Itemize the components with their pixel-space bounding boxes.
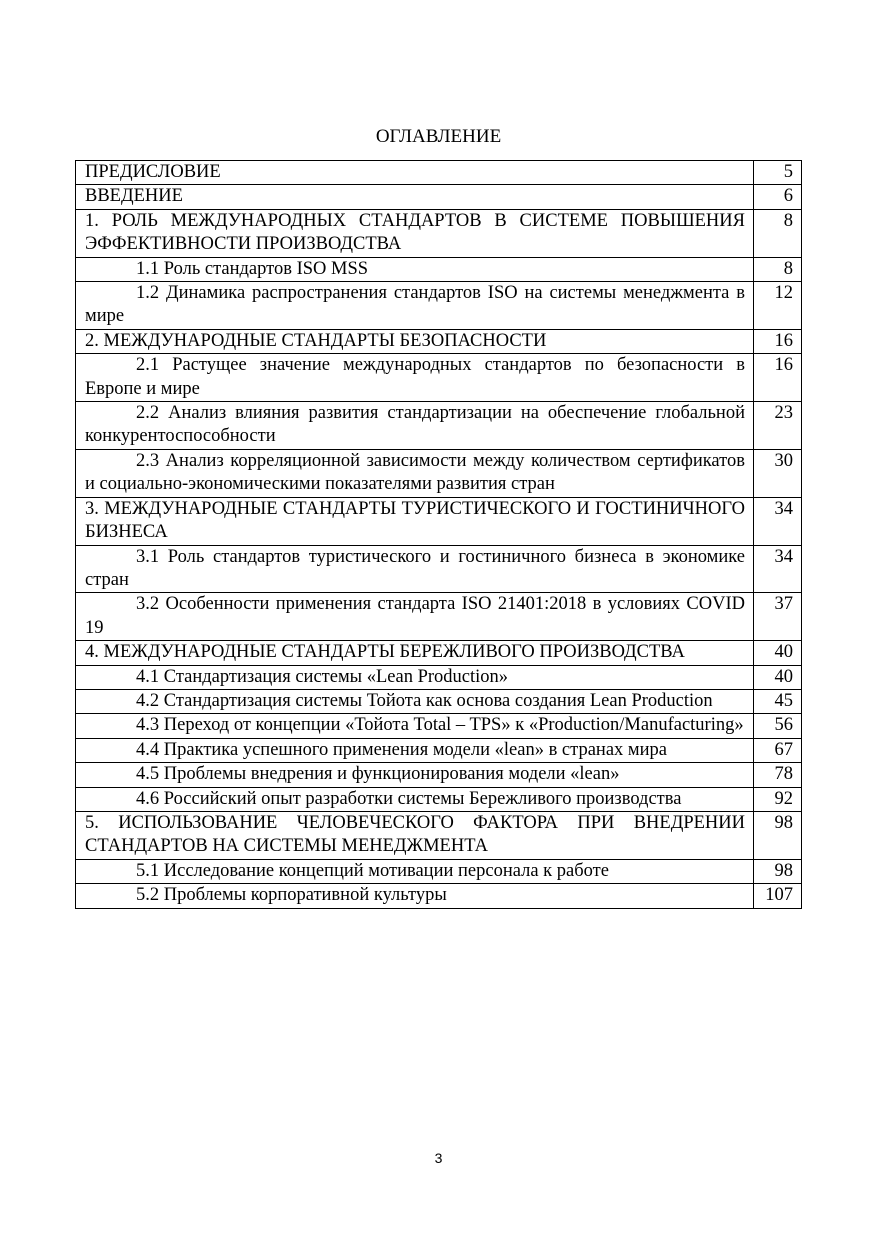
toc-row[interactable] xyxy=(76,449,802,497)
toc-entry-title[interactable]: 3.2 Особенности применения стандарта ISO 21401:2018 в условиях COVID 19 xyxy=(76,593,754,641)
toc-row[interactable] xyxy=(76,884,802,908)
toc-entry-title[interactable]: 5. ИСПОЛЬЗОВАНИЕ ЧЕЛОВЕЧЕСКОГО ФАКТОРА ПРИ ВНЕДРЕНИИ СТАНДАРТОВ НА СИСТЕМЫ МЕНЕДЖМЕНТА xyxy=(76,811,754,859)
toc-entry-page: 5 xyxy=(754,161,802,185)
toc-entry-page: 40 xyxy=(754,665,802,689)
toc-entry-title[interactable]: 4. МЕЖДУНАРОДНЫЕ СТАНДАРТЫ БЕРЕЖЛИВОГО ПРОИЗВОДСТВА xyxy=(76,641,754,665)
table-of-contents xyxy=(75,160,802,909)
toc-entry-title[interactable]: 2. МЕЖДУНАРОДНЫЕ СТАНДАРТЫ БЕЗОПАСНОСТИ xyxy=(76,329,754,353)
toc-entry-page: 56 xyxy=(754,714,802,738)
toc-entry-title[interactable]: 4.5 Проблемы внедрения и функционирования модели «lean» xyxy=(76,763,754,787)
toc-entry-title[interactable]: 5.1 Исследование концепций мотивации персонала к работе xyxy=(76,859,754,883)
toc-entry-page: 107 xyxy=(754,884,802,908)
toc-row[interactable] xyxy=(76,787,802,811)
toc-entry-page: 37 xyxy=(754,593,802,641)
toc-entry-page: 34 xyxy=(754,545,802,593)
toc-row[interactable] xyxy=(76,811,802,859)
toc-entry-title[interactable]: 4.2 Стандартизация системы Тойота как основа создания Lean Production xyxy=(76,689,754,713)
toc-entry-page: 16 xyxy=(754,354,802,402)
toc-entry-title[interactable]: 4.6 Российский опыт разработки системы Бережливого производства xyxy=(76,787,754,811)
toc-entry-page: 30 xyxy=(754,449,802,497)
toc-entry-title[interactable]: 2.3 Анализ корреляционной зависимости между количеством сертификатов и социально-экономическими показателями развития стран xyxy=(76,449,754,497)
toc-entry-title[interactable]: 4.1 Стандартизация системы «Lean Production» xyxy=(76,665,754,689)
toc-row[interactable] xyxy=(76,665,802,689)
toc-entry-page: 78 xyxy=(754,763,802,787)
toc-entry-page: 45 xyxy=(754,689,802,713)
toc-row[interactable] xyxy=(76,329,802,353)
toc-row[interactable] xyxy=(76,641,802,665)
toc-row[interactable] xyxy=(76,402,802,450)
toc-entry-title[interactable]: 2.1 Растущее значение международных стандартов по безопасности в Европе и мире xyxy=(76,354,754,402)
toc-entry-page: 67 xyxy=(754,738,802,762)
toc-entry-title[interactable]: 1. РОЛЬ МЕЖДУНАРОДНЫХ СТАНДАРТОВ В СИСТЕМЕ ПОВЫШЕНИЯ ЭФФЕКТИВНОСТИ ПРОИЗВОДСТВА xyxy=(76,209,754,257)
toc-row[interactable] xyxy=(76,161,802,185)
toc-entry-title[interactable]: 3.1 Роль стандартов туристического и гостиничного бизнеса в экономике стран xyxy=(76,545,754,593)
toc-entry-page: 8 xyxy=(754,209,802,257)
toc-entry-page: 16 xyxy=(754,329,802,353)
toc-row[interactable] xyxy=(76,714,802,738)
toc-entry-title[interactable]: ВВЕДЕНИЕ xyxy=(76,185,754,209)
toc-entry-title[interactable]: 1.2 Динамика распространения стандартов ISO на системы менеджмента в мире xyxy=(76,282,754,330)
toc-row[interactable] xyxy=(76,859,802,883)
toc-row[interactable] xyxy=(76,593,802,641)
toc-entry-title[interactable]: 1.1 Роль стандартов ISO MSS xyxy=(76,257,754,281)
toc-entry-page: 34 xyxy=(754,497,802,545)
toc-entry-title[interactable]: ПРЕДИСЛОВИЕ xyxy=(76,161,754,185)
toc-row[interactable] xyxy=(76,497,802,545)
toc-row[interactable] xyxy=(76,209,802,257)
toc-entry-page: 98 xyxy=(754,811,802,859)
toc-entry-page: 98 xyxy=(754,859,802,883)
toc-row[interactable] xyxy=(76,257,802,281)
toc-row[interactable] xyxy=(76,185,802,209)
toc-row[interactable] xyxy=(76,545,802,593)
toc-entry-title[interactable]: 2.2 Анализ влияния развития стандартизации на обеспечение глобальной конкурентоспособности xyxy=(76,402,754,450)
toc-row[interactable] xyxy=(76,354,802,402)
toc-row[interactable] xyxy=(76,282,802,330)
toc-entry-page: 92 xyxy=(754,787,802,811)
toc-entry-page: 23 xyxy=(754,402,802,450)
toc-entry-page: 40 xyxy=(754,641,802,665)
toc-row[interactable] xyxy=(76,763,802,787)
toc-entry-title[interactable]: 4.3 Переход от концепции «Тойота Total – TPS» к «Production/Manufacturing» xyxy=(76,714,754,738)
toc-entry-title[interactable]: 3. МЕЖДУНАРОДНЫЕ СТАНДАРТЫ ТУРИСТИЧЕСКОГО И ГОСТИНИЧНОГО БИЗНЕСА xyxy=(76,497,754,545)
toc-entry-page: 12 xyxy=(754,282,802,330)
toc-heading: ОГЛАВЛЕНИЕ xyxy=(375,126,502,147)
toc-row[interactable] xyxy=(76,738,802,762)
page-number: 3 xyxy=(434,1150,443,1166)
toc-entry-title[interactable]: 5.2 Проблемы корпоративной культуры xyxy=(76,884,754,908)
toc-entry-page: 8 xyxy=(754,257,802,281)
toc-row[interactable] xyxy=(76,689,802,713)
toc-entry-title[interactable]: 4.4 Практика успешного применения модели «lean» в странах мира xyxy=(76,738,754,762)
toc-entry-page: 6 xyxy=(754,185,802,209)
